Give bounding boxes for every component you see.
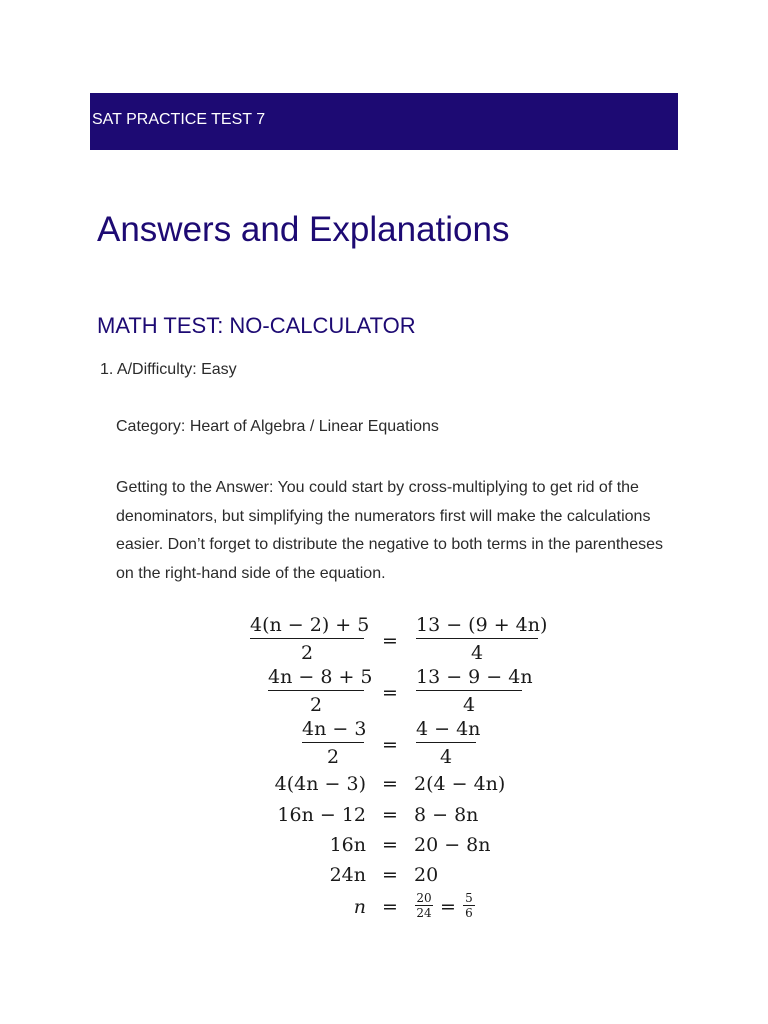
row3-rhs-numerator: 4 − 4n <box>416 718 481 740</box>
row2-lhs-numerator: 4n − 8 + 5 <box>268 666 373 688</box>
row8-fraction-2-numerator: 5 <box>465 891 473 905</box>
section-title: MATH TEST: NO-CALCULATOR <box>97 313 416 338</box>
row6-lhs: 16n <box>329 834 366 856</box>
row6-rhs: 20 − 8n <box>414 834 491 856</box>
row8-fraction-1-numerator: 20 <box>416 891 432 905</box>
row1-lhs-fraction <box>250 614 370 664</box>
row1-equals: = <box>382 630 398 652</box>
row5-rhs: 8 − 8n <box>414 804 479 826</box>
question-label: 1. A/Difficulty: Easy <box>100 361 237 378</box>
row2-lhs-fraction <box>268 666 373 716</box>
row1-rhs-fraction <box>416 614 548 664</box>
row7-equals: = <box>382 864 398 886</box>
row2-rhs-denominator: 4 <box>462 694 476 716</box>
row2-rhs-fraction <box>416 666 533 716</box>
row1-lhs-numerator: 4(n − 2) + 5 <box>250 614 370 636</box>
row4-rhs: 2(4 − 4n) <box>414 773 506 795</box>
page-title: Answers and Explanations <box>97 210 510 249</box>
question-category: Category: Heart of Algebra / Linear Equations <box>116 418 439 435</box>
row8-fraction-1 <box>415 892 433 919</box>
row3-rhs-fraction <box>416 718 481 768</box>
row1-lhs-denominator: 2 <box>300 642 314 664</box>
row3-equals: = <box>382 734 398 756</box>
row1-rhs-denominator: 4 <box>470 642 484 664</box>
row8-equals: = <box>382 896 398 918</box>
row3-lhs-numerator: 4n − 3 <box>302 718 367 740</box>
row4-equals: = <box>382 773 398 795</box>
explanation-paragraph: Getting to the Answer: You could start by cross-multiplying to get rid of the denominators, but simplifying the numerators first will make the calculations easier. Don’t forget to distribute the negative to both terms in the parentheses on the right-hand side of the equation. <box>116 479 663 582</box>
row3-lhs-denominator: 2 <box>326 746 340 768</box>
row5-equals: = <box>382 804 398 826</box>
row2-equals: = <box>382 682 398 704</box>
row7-rhs: 20 <box>414 864 439 886</box>
row6-equals: = <box>382 834 398 856</box>
row8-fraction-2-denominator: 6 <box>465 906 473 920</box>
row3-rhs-denominator: 4 <box>439 746 453 768</box>
row8-lhs: n <box>353 896 366 918</box>
row3-lhs-fraction <box>302 718 367 768</box>
row1-rhs-numerator: 13 − (9 + 4n) <box>416 614 548 636</box>
row7-lhs: 24n <box>329 864 366 886</box>
row2-rhs-numerator: 13 − 9 − 4n <box>416 666 533 688</box>
row2-lhs-denominator: 2 <box>309 694 323 716</box>
row8-fraction-2 <box>463 892 475 919</box>
row8-fraction-1-denominator: 24 <box>416 906 432 920</box>
header-title: SAT PRACTICE TEST 7 <box>92 111 266 128</box>
row8-second-equals: = <box>440 896 456 918</box>
row4-lhs: 4(4n − 3) <box>274 773 366 795</box>
row5-lhs: 16n − 12 <box>277 804 366 826</box>
